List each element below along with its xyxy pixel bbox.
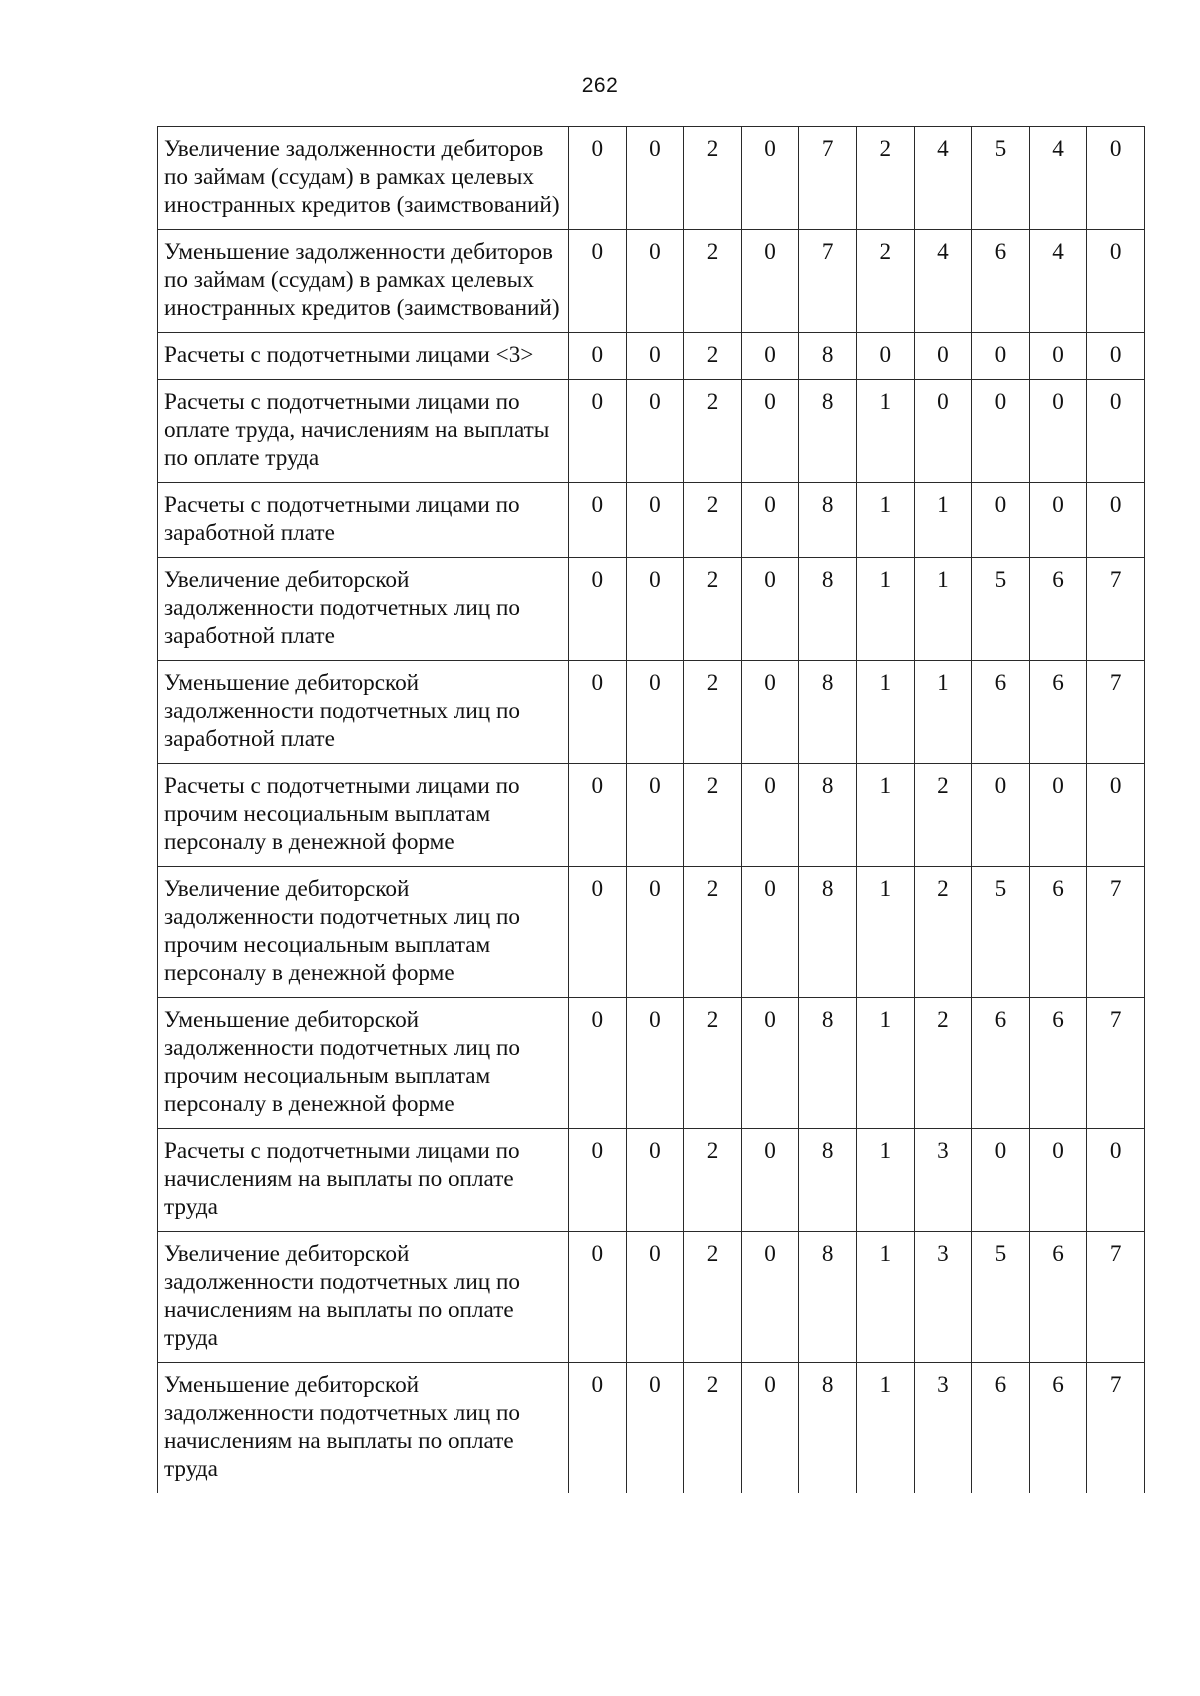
account-code-digit: 8 [799,558,857,661]
account-code-digit: 0 [741,998,799,1129]
account-code-digit: 5 [972,1232,1030,1363]
account-code-digit: 0 [972,380,1030,483]
account-code-digit: 5 [972,558,1030,661]
account-code-digit: 5 [972,867,1030,998]
account-code-digit: 2 [684,764,742,867]
table-row [158,867,1145,998]
account-code-digit: 0 [741,661,799,764]
row-label: Расчеты с подотчетными лицами по заработной плате [158,483,569,558]
account-code-digit: 8 [799,333,857,380]
account-code-digit: 5 [972,127,1030,230]
account-code-digit: 0 [569,380,627,483]
account-code-digit: 0 [569,998,627,1129]
account-code-digit: 7 [1087,661,1145,764]
account-code-digit: 0 [1087,483,1145,558]
account-code-digit: 0 [569,230,627,333]
account-code-digit: 8 [799,998,857,1129]
account-code-digit: 2 [684,998,742,1129]
account-code-digit: 0 [1087,1129,1145,1232]
accounts-table-container [157,126,1144,1493]
account-code-digit: 2 [914,764,972,867]
row-label: Увеличение дебиторской задолженности подотчетных лиц по заработной плате [158,558,569,661]
row-label: Расчеты с подотчетными лицами <3> [158,333,569,380]
account-code-digit: 1 [914,661,972,764]
account-code-digit: 0 [626,764,684,867]
account-code-digit: 1 [856,998,914,1129]
row-label: Расчеты с подотчетными лицами по начислениям на выплаты по оплате труда [158,1129,569,1232]
account-code-digit: 2 [684,1232,742,1363]
account-code-digit: 2 [684,127,742,230]
account-code-digit: 0 [741,230,799,333]
account-code-digit: 8 [799,661,857,764]
account-code-digit: 0 [626,998,684,1129]
account-code-digit: 0 [741,127,799,230]
account-code-digit: 1 [856,867,914,998]
table-row [158,558,1145,661]
row-label: Увеличение дебиторской задолженности подотчетных лиц по прочим несоциальным выплатам персоналу в денежной форме [158,867,569,998]
account-code-digit: 0 [1087,333,1145,380]
table-row [158,1232,1145,1363]
account-code-digit: 0 [626,1129,684,1232]
account-code-digit: 0 [569,764,627,867]
account-code-digit: 0 [1029,380,1087,483]
account-code-digit: 1 [914,558,972,661]
account-code-digit: 0 [741,333,799,380]
account-code-digit: 4 [914,230,972,333]
account-code-digit: 0 [741,1232,799,1363]
account-code-digit: 0 [741,1129,799,1232]
account-code-digit: 6 [972,1363,1030,1494]
table-row [158,1363,1145,1494]
account-code-digit: 0 [569,483,627,558]
account-code-digit: 7 [1087,867,1145,998]
account-code-digit: 0 [569,661,627,764]
account-code-digit: 8 [799,380,857,483]
account-code-digit: 0 [1087,380,1145,483]
account-code-digit: 0 [1029,333,1087,380]
account-code-digit: 0 [741,380,799,483]
row-label: Увеличение дебиторской задолженности подотчетных лиц по начислениям на выплаты по оплате труда [158,1232,569,1363]
account-code-digit: 0 [972,333,1030,380]
row-label: Уменьшение дебиторской задолженности подотчетных лиц по прочим несоциальным выплатам персоналу в денежной форме [158,998,569,1129]
account-code-digit: 4 [914,127,972,230]
account-code-digit: 2 [684,483,742,558]
account-code-digit: 2 [914,998,972,1129]
table-row [158,1129,1145,1232]
account-code-digit: 6 [972,998,1030,1129]
account-code-digit: 2 [684,661,742,764]
account-code-digit: 1 [856,558,914,661]
account-code-digit: 2 [856,127,914,230]
account-code-digit: 0 [569,127,627,230]
account-code-digit: 0 [972,764,1030,867]
table-row [158,483,1145,558]
table-row [158,661,1145,764]
row-label: Уменьшение дебиторской задолженности подотчетных лиц по начислениям на выплаты по оплате труда [158,1363,569,1494]
page-number: 262 [581,74,619,97]
row-label: Увеличение задолженности дебиторов по займам (ссудам) в рамках целевых иностранных кредитов (заимствований) [158,127,569,230]
account-code-digit: 0 [626,127,684,230]
account-code-digit: 0 [856,333,914,380]
account-code-digit: 0 [626,867,684,998]
account-code-digit: 6 [1029,867,1087,998]
account-code-digit: 0 [626,333,684,380]
account-code-digit: 8 [799,867,857,998]
account-code-digit: 2 [684,558,742,661]
account-code-digit: 4 [1029,230,1087,333]
account-code-digit: 2 [684,230,742,333]
table-row [158,380,1145,483]
account-code-digit: 1 [856,483,914,558]
table-row [158,127,1145,230]
account-code-digit: 2 [684,1363,742,1494]
account-code-digit: 0 [626,380,684,483]
account-code-digit: 3 [914,1129,972,1232]
account-code-digit: 0 [626,558,684,661]
account-code-digit: 0 [1029,764,1087,867]
accounts-table [157,126,1145,1493]
table-row [158,230,1145,333]
account-code-digit: 4 [1029,127,1087,230]
account-code-digit: 7 [1087,1363,1145,1494]
account-code-digit: 0 [626,230,684,333]
account-code-digit: 0 [626,483,684,558]
account-code-digit: 0 [626,1363,684,1494]
account-code-digit: 0 [741,558,799,661]
account-code-digit: 6 [1029,661,1087,764]
account-code-digit: 0 [569,1129,627,1232]
account-code-digit: 0 [741,1363,799,1494]
account-code-digit: 2 [684,867,742,998]
account-code-digit: 6 [1029,998,1087,1129]
account-code-digit: 7 [799,127,857,230]
account-code-digit: 0 [972,483,1030,558]
account-code-digit: 7 [1087,1232,1145,1363]
account-code-digit: 2 [684,1129,742,1232]
account-code-digit: 0 [569,558,627,661]
account-code-digit: 1 [856,1232,914,1363]
account-code-digit: 8 [799,764,857,867]
account-code-digit: 0 [1029,483,1087,558]
account-code-digit: 2 [684,333,742,380]
account-code-digit: 0 [1087,127,1145,230]
account-code-digit: 8 [799,1232,857,1363]
account-code-digit: 0 [626,661,684,764]
row-label: Расчеты с подотчетными лицами по оплате труда, начислениям на выплаты по оплате труда [158,380,569,483]
account-code-digit: 1 [856,661,914,764]
table-body [158,127,1145,1494]
account-code-digit: 0 [914,333,972,380]
row-label: Расчеты с подотчетными лицами по прочим несоциальным выплатам персоналу в денежной форме [158,764,569,867]
account-code-digit: 8 [799,1129,857,1232]
account-code-digit: 8 [799,1363,857,1494]
row-label: Уменьшение задолженности дебиторов по займам (ссудам) в рамках целевых иностранных кредитов (заимствований) [158,230,569,333]
account-code-digit: 6 [972,661,1030,764]
account-code-digit: 8 [799,483,857,558]
account-code-digit: 0 [569,333,627,380]
account-code-digit: 7 [799,230,857,333]
account-code-digit: 1 [856,1363,914,1494]
account-code-digit: 0 [741,483,799,558]
account-code-digit: 0 [569,1232,627,1363]
account-code-digit: 6 [1029,1232,1087,1363]
account-code-digit: 0 [569,1363,627,1494]
account-code-digit: 2 [914,867,972,998]
account-code-digit: 3 [914,1363,972,1494]
account-code-digit: 7 [1087,558,1145,661]
account-code-digit: 3 [914,1232,972,1363]
account-code-digit: 0 [569,867,627,998]
account-code-digit: 7 [1087,998,1145,1129]
account-code-digit: 6 [1029,558,1087,661]
table-row [158,333,1145,380]
account-code-digit: 0 [1029,1129,1087,1232]
table-row [158,764,1145,867]
account-code-digit: 1 [856,380,914,483]
account-code-digit: 0 [1087,230,1145,333]
account-code-digit: 0 [972,1129,1030,1232]
account-code-digit: 0 [741,764,799,867]
row-label: Уменьшение дебиторской задолженности подотчетных лиц по заработной плате [158,661,569,764]
account-code-digit: 0 [741,867,799,998]
account-code-digit: 1 [856,764,914,867]
account-code-digit: 6 [972,230,1030,333]
account-code-digit: 0 [914,380,972,483]
account-code-digit: 6 [1029,1363,1087,1494]
account-code-digit: 0 [626,1232,684,1363]
account-code-digit: 2 [684,380,742,483]
account-code-digit: 0 [1087,764,1145,867]
account-code-digit: 1 [856,1129,914,1232]
account-code-digit: 2 [856,230,914,333]
table-row [158,998,1145,1129]
account-code-digit: 1 [914,483,972,558]
